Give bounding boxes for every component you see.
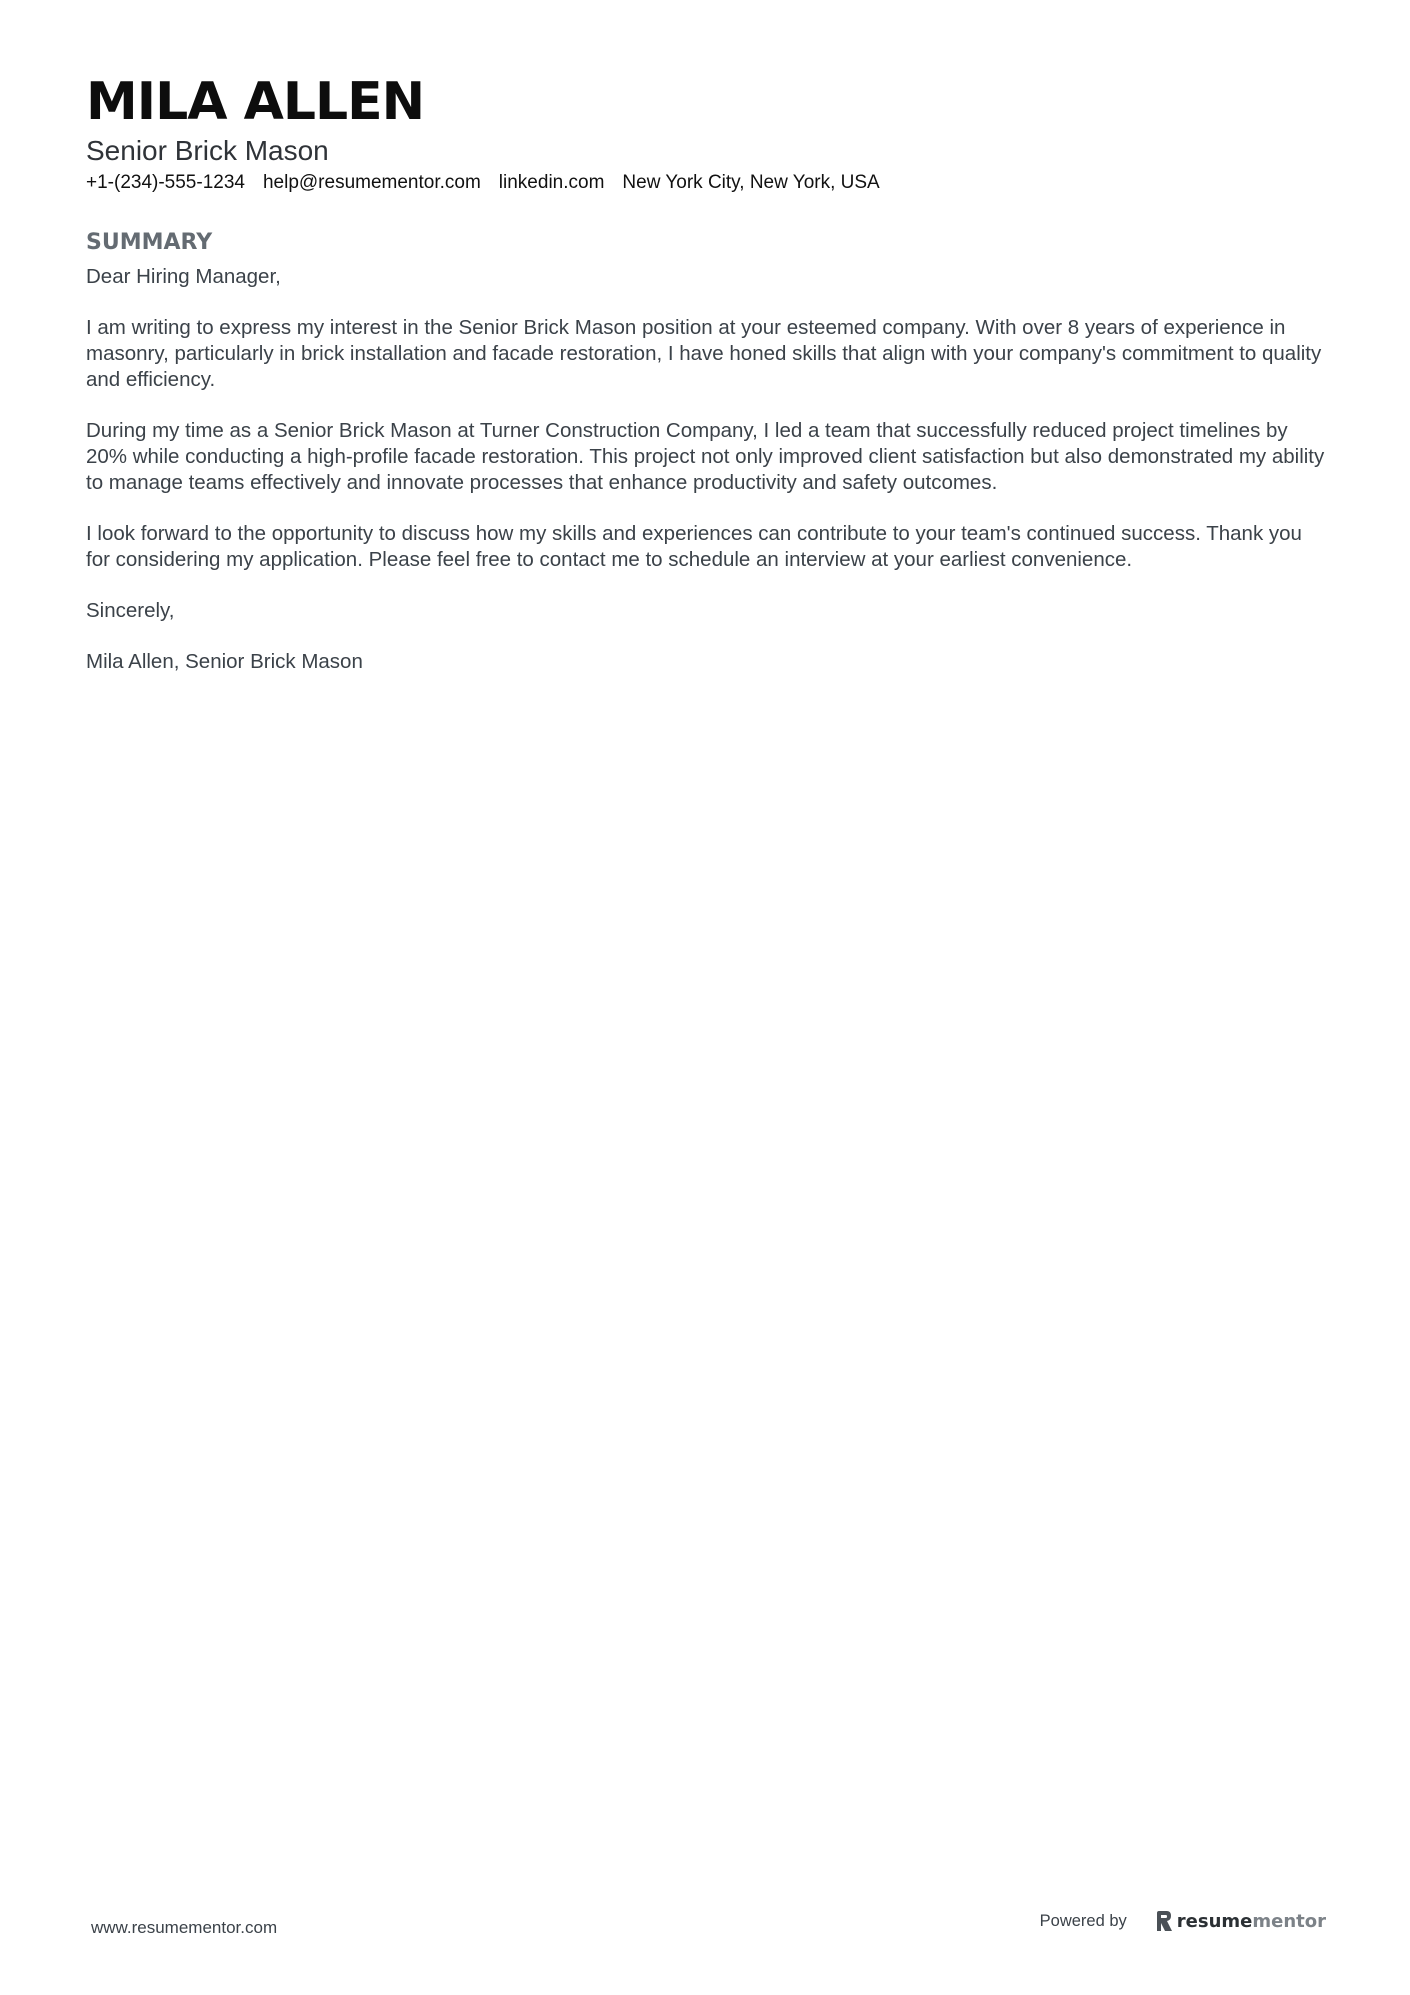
summary-heading: SUMMARY [86,230,213,255]
contact-linkedin: linkedin.com [498,172,605,193]
letter-paragraph: I look forward to the opportunity to discuss how my skills and experiences can contribute to your team's continued success. Thank you for considering my application. Please feel free to contact me to schedule an interview at your earliest convenience. [86,521,1302,571]
letter-body [86,264,1326,675]
brand-name-secondary: mentor [1252,1910,1326,1932]
letter-greeting: Dear Hiring Manager, [86,265,281,288]
letter-paragraph: I am writing to express my interest in the Senior Brick Mason position at your esteemed company. With over 8 years of experience in masonry, particularly in brick installation and facade restoration, I have honed skills that align with your company's commitment to quality and efficiency. [86,316,1322,391]
contact-info [86,170,1326,196]
letter-closing: Sincerely, [86,599,175,623]
cover-letter-page [86,70,1326,701]
letter-signature: Mila Allen, Senior Brick Mason [86,650,363,674]
candidate-title: Senior Brick Mason [86,135,329,166]
contact-phone: +1-(234)-555-1234 [86,172,245,193]
brand-logo [1155,1910,1326,1932]
contact-location: New York City, New York, USA [622,172,880,193]
contact-email: help@resumementor.com [262,172,481,193]
letter-paragraph: During my time as a Senior Brick Mason at Turner Construction Company, I led a team that successfully reduced project timelines by 20% while conducting a high-profile facade restoration. This project not only improved client satisfaction but also demonstrated my ability to manage teams effectively and innovate processes that enhance productivity and safety outcomes. [86,419,1325,494]
footer-brand [1040,1910,1326,1932]
brand-name-primary: resume [1176,1910,1253,1932]
footer-website: www.resumementor.com [91,1918,278,1937]
candidate-name: MILA ALLEN [86,72,425,132]
resumementor-logo-icon [1155,1910,1173,1932]
powered-by-label: Powered by [1039,1911,1127,1930]
